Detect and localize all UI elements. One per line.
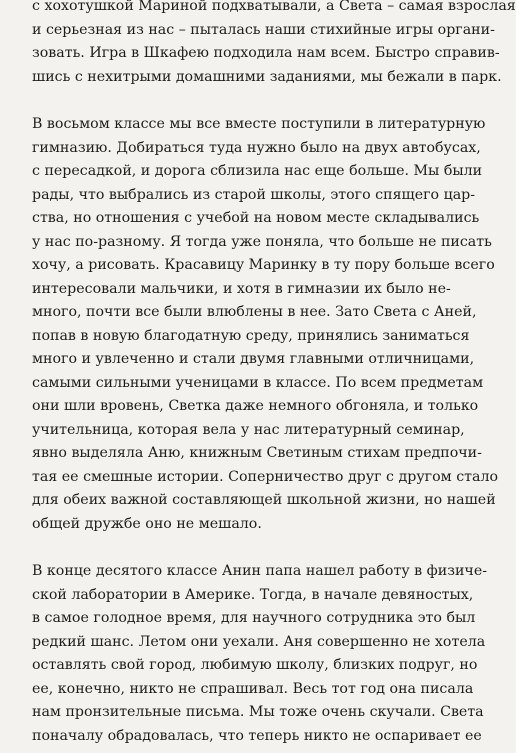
text-line: для обеих важной составляющей школьной жизни, но нашей	[32, 492, 496, 508]
text-line: ее, конечно, никто не спрашивал. Весь тот год она писала	[32, 680, 474, 697]
text-line: и серьезная из нас – пыталась наши стихийные игры органи-	[32, 21, 495, 38]
text-line: ства, но отношения с учебой на новом месте складывались	[32, 210, 480, 226]
text-body	[32, 0, 516, 748]
paragraph	[32, 560, 488, 748]
paragraph	[32, 113, 499, 536]
paragraph	[32, 0, 516, 89]
text-line: явно выделяла Аню, книжным Светиным стихам предпочи-	[32, 445, 482, 461]
text-line: общей дружбе оно не мешало.	[32, 515, 262, 532]
text-line: много, почти все были влюблены в нее. Зато Света с Аней,	[32, 304, 477, 320]
text-line: зовать. Игра в Шкафею подходила нам всем. Быстро справив-	[32, 45, 500, 61]
text-line: В восьмом классе мы все вместе поступили в литературную	[32, 116, 486, 132]
text-line: тая ее смешные истории. Соперничество друг с другом стало	[32, 468, 499, 485]
text-line: хочу, а рисовать. Красавицу Маринку в ту пору больше всего	[32, 257, 495, 273]
text-line: они шли вровень, Светка даже немного обгоняла, и только	[32, 398, 479, 414]
text-line: учительница, которая вела у нас литературный семинар,	[32, 421, 465, 438]
text-line: поначалу обрадовалась, что теперь никто не оспаривает ее	[32, 727, 482, 744]
text-line: В конце десятого классе Анин папа нашел работу в физиче-	[32, 563, 488, 579]
text-line: самыми сильными ученицами в классе. По всем предметам	[32, 374, 484, 391]
paragraph-gap	[32, 536, 402, 560]
text-line: рады, что выбрались из старой школы, этого спящего цар-	[32, 186, 476, 203]
text-line: шись с нехитрыми домашними заданиями, мы бежали в парк.	[32, 68, 502, 85]
text-line: попав в новую благодатную среду, принялись заниматься	[32, 327, 470, 344]
text-line: нам пронзительные письма. Мы тоже очень скучали. Света	[32, 704, 484, 720]
text-line: с пересадкой, и дорога сблизила нас еще больше. Мы были	[32, 163, 483, 179]
text-line: редкий шанс. Летом они уехали. Аня совершенно не хотела	[32, 633, 486, 650]
text-line: в самое голодное время, для научного сотрудника это был	[32, 610, 476, 626]
text-line: ской лаборатории в Америке. Тогда, в начале девяностых,	[32, 586, 474, 603]
paragraph-gap	[32, 89, 402, 113]
text-line: у нас по-разному. Я тогда уже поняла, что больше не писать	[32, 233, 492, 250]
text-line: оставлять свой город, любимую школу, близких подруг, но	[32, 657, 478, 673]
text-line: гимназию. Добираться туда нужно было на двух автобусах,	[32, 139, 481, 156]
text-line: интересовали мальчики, и хотя в гимназии их было не-	[32, 280, 451, 297]
text-line: с хохотушкой Мариной подхватывали, а Света – самая взрослая	[32, 0, 516, 14]
text-line: много и увлеченно и стали двумя главными отличницами,	[32, 351, 475, 367]
